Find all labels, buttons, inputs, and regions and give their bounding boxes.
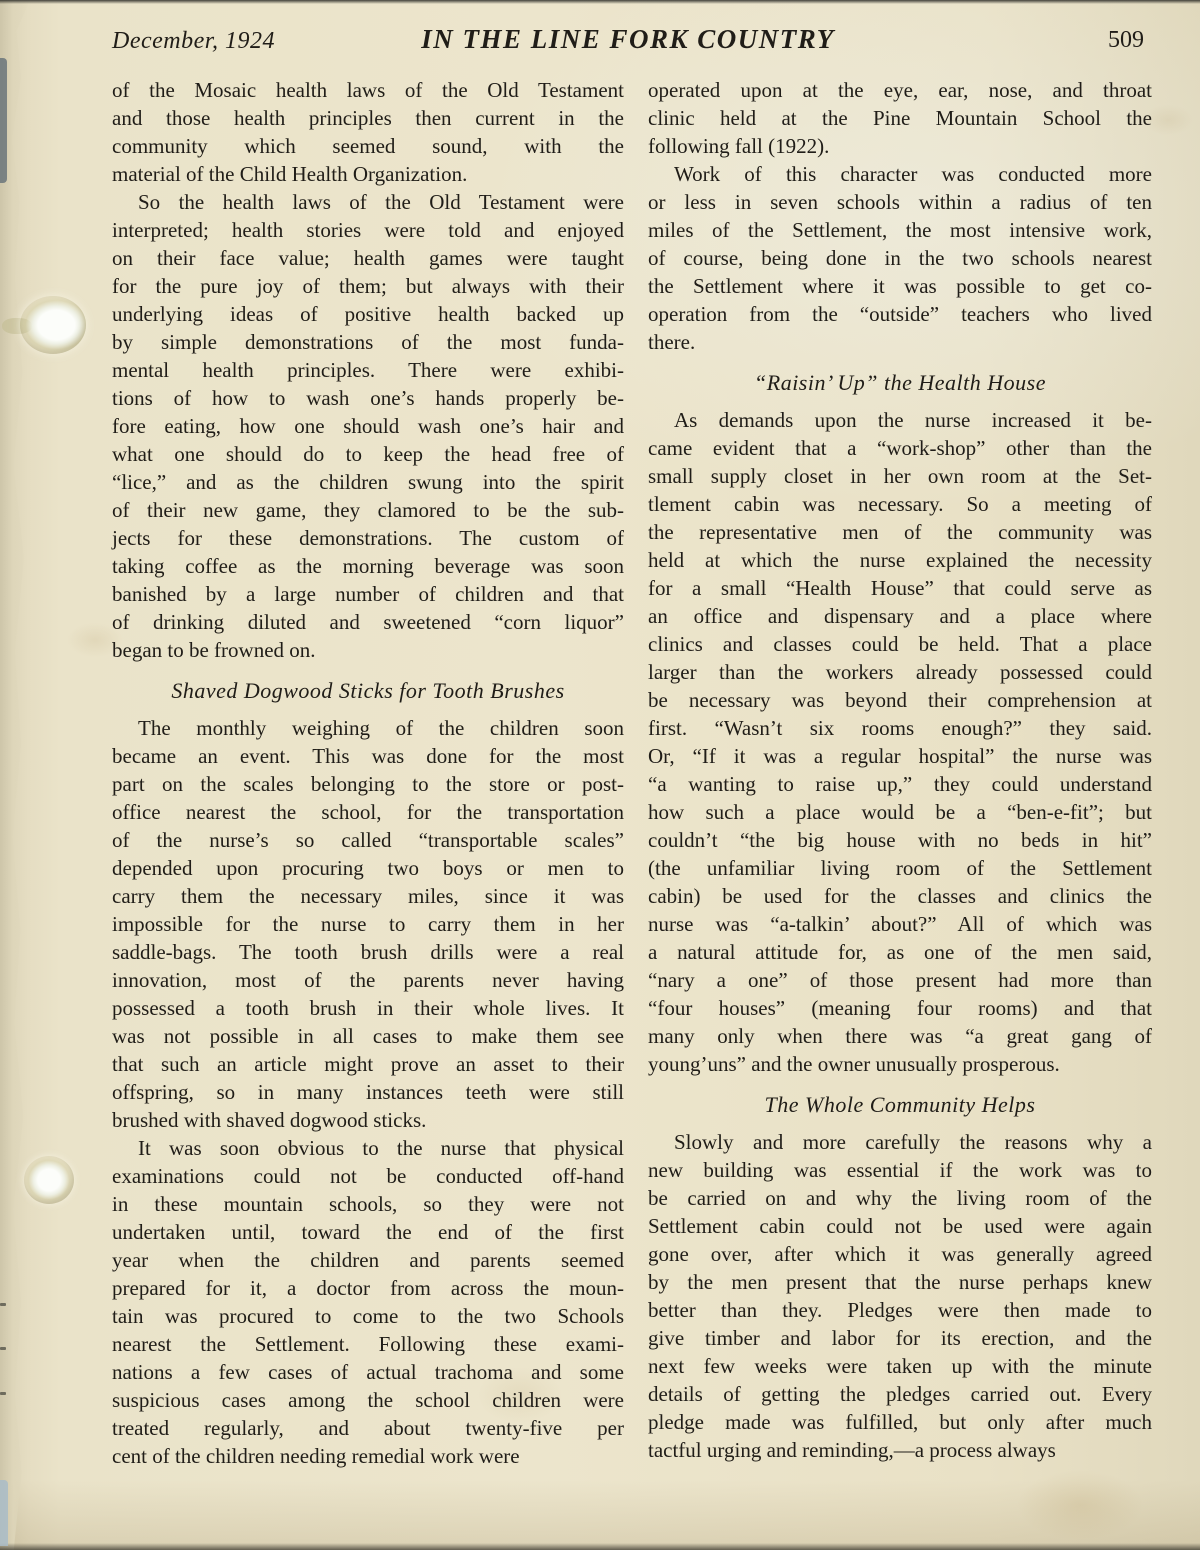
text-line: “a wanting to raise up,” they could understand — [648, 772, 1152, 796]
text-line: community which seemed sound, with the — [112, 134, 624, 158]
text-line: jects for these demonstrations. The custom of — [112, 526, 624, 550]
text-line: nearest the Settlement. Following these exami- — [112, 1332, 624, 1356]
scanner-background-sliver-bottom — [0, 1480, 8, 1546]
text-line: young’uns” and the owner unusually prosperous. — [648, 1052, 1060, 1076]
text-line: depended upon procuring two boys or men to — [112, 856, 624, 880]
left-column — [112, 76, 624, 1470]
text-line: for a small “Health House” that could serve as — [648, 576, 1152, 600]
text-line: nurse was “a-talkin’ about?” All of which was — [648, 912, 1152, 936]
text-line: nations a few cases of actual trachoma and some — [112, 1360, 624, 1384]
text-line: tlement cabin was necessary. So a meeting of — [648, 492, 1152, 516]
text-line: first. “Wasn’t six rooms enough?” they said. — [648, 716, 1152, 740]
section-heading: Shaved Dogwood Sticks for Tooth Brushes — [171, 678, 565, 703]
text-line: offspring, so in many instances teeth were still — [112, 1080, 624, 1104]
text-line: examinations could not be conducted off-hand — [112, 1164, 624, 1188]
text-line: Or, “If it was a regular hospital” the nurse was — [648, 744, 1152, 768]
text-line: on their face value; health games were taught — [112, 246, 624, 270]
text-line: operated upon at the eye, ear, nose, and throat — [648, 78, 1152, 102]
paragraph — [112, 714, 624, 1134]
text-line: and those health principles then current in the — [112, 106, 624, 130]
text-line: It was soon obvious to the nurse that physical — [138, 1136, 624, 1160]
scanner-background-sliver-top — [0, 58, 7, 183]
text-line: an office and dispensary and a place where — [648, 604, 1152, 628]
text-line: became an event. This was done for the most — [112, 744, 624, 768]
paper-hole-top — [20, 296, 86, 354]
text-line: interpreted; health stories were told and enjoyed — [112, 218, 624, 242]
text-line: that such an article might prove an asset to their — [112, 1052, 624, 1076]
scan-bottom-edge — [0, 1543, 1200, 1550]
binding-mark — [0, 1347, 6, 1350]
text-line: (the unfamiliar living room of the Settlement — [648, 856, 1152, 880]
paragraph — [648, 76, 1152, 160]
text-line: the Settlement where it was possible to get co- — [648, 274, 1152, 298]
text-line: gone over, after which it was generally agreed — [648, 1242, 1152, 1266]
text-line: taking coffee as the morning beverage was soon — [112, 554, 624, 578]
text-line: miles of the Settlement, the most intensive work, — [648, 218, 1152, 242]
text-line: possessed a tooth brush in their whole lives. It — [112, 996, 624, 1020]
text-line: carry them the necessary miles, since it was — [112, 884, 624, 908]
text-line: the representative men of the community was — [648, 520, 1152, 544]
text-line: office nearest the school, for the transportation — [112, 800, 624, 824]
text-line: clinics and classes could be held. That a place — [648, 632, 1152, 656]
text-line: suspicious cases among the school children were — [112, 1388, 624, 1412]
text-line: tain was procured to come to the two Schools — [112, 1304, 624, 1328]
text-line: of their new game, they clamored to be the sub- — [112, 498, 624, 522]
text-line: how such a place would be a “ben-e-fit”; but — [648, 800, 1152, 824]
text-line: for the pure joy of them; but always with their — [112, 274, 624, 298]
text-line: banished by a large number of children and that — [112, 582, 624, 606]
text-line: better than they. Pledges were then made to — [648, 1298, 1152, 1322]
paragraph — [112, 1134, 624, 1470]
page-number: 509 — [1108, 27, 1144, 53]
torn-left-edge — [0, 0, 30, 1550]
text-line: “four houses” (meaning four rooms) and that — [648, 996, 1152, 1020]
scan-top-edge — [0, 0, 1200, 4]
text-line: what one should do to keep the head free of — [112, 442, 624, 466]
text-line: material of the Child Health Organization. — [112, 162, 468, 186]
text-line: part on the scales belonging to the store or post- — [112, 772, 624, 796]
text-line: small supply closet in her own room at the Set- — [648, 464, 1152, 488]
text-line: innovation, most of the parents never having — [112, 968, 624, 992]
text-line: “nary a one” of those present had more than — [648, 968, 1152, 992]
text-line: mental health principles. There were exhibi- — [112, 358, 624, 382]
running-title: IN THE LINE FORK COUNTRY — [421, 24, 835, 54]
text-line: came evident that a “work-shop” other than the — [648, 436, 1152, 460]
text-line: Work of this character was conducted more — [674, 162, 1152, 186]
text-line: cabin) be used for the classes and clinics the — [648, 884, 1152, 908]
text-line: of the nurse’s so called “transportable scales” — [112, 828, 624, 852]
text-line: undertaken until, toward the end of the first — [112, 1220, 624, 1244]
text-line: tions of how to wash one’s hands properly be- — [112, 386, 624, 410]
section-heading: “Raisin’ Up” the Health House — [754, 370, 1046, 395]
text-line: The monthly weighing of the children soon — [138, 716, 624, 740]
text-columns — [112, 76, 1152, 1470]
issue-date: December, 1924 — [112, 28, 275, 54]
text-line: of course, being done in the two schools nearest — [648, 246, 1152, 270]
text-line: there. — [648, 330, 696, 354]
text-line: many only when there was “a great gang of — [648, 1024, 1152, 1048]
text-line: of the Mosaic health laws of the Old Testament — [112, 78, 624, 102]
text-line: in these mountain schools, so they were not — [112, 1192, 624, 1216]
text-line: Slowly and more carefully the reasons why a — [674, 1130, 1152, 1154]
text-line: tactful urging and reminding,—a process always — [648, 1438, 1056, 1462]
text-line: of drinking diluted and sweetened “corn liquor” — [112, 610, 624, 634]
text-line: Settlement cabin could not be used were again — [648, 1214, 1152, 1238]
text-line: So the health laws of the Old Testament were — [138, 190, 624, 214]
text-line: pledge made was fulfilled, but only after much — [648, 1410, 1152, 1434]
text-line: new building was essential if the work was to — [648, 1158, 1152, 1182]
text-line: be necessary was beyond their comprehension at — [648, 688, 1152, 712]
text-line: by the men present that the nurse perhaps knew — [648, 1270, 1152, 1294]
text-line: saddle-bags. The tooth brush drills were a real — [112, 940, 624, 964]
text-line: held at which the nurse explained the necessity — [648, 548, 1152, 572]
text-line: “lice,” and as the children swung into the spirit — [112, 470, 624, 494]
text-line: prepared for it, a doctor from across the moun- — [112, 1276, 624, 1300]
text-line: brushed with shaved dogwood sticks. — [112, 1108, 427, 1132]
text-line: details of getting the pledges carried out. Every — [648, 1382, 1152, 1406]
text-line: a natural attitude for, as one of the men said, — [648, 940, 1152, 964]
text-line: clinic held at the Pine Mountain School the — [648, 106, 1152, 130]
paragraph — [648, 1128, 1152, 1464]
paragraph — [112, 188, 624, 664]
text-line: by simple demonstrations of the most funda- — [112, 330, 624, 354]
text-line: underlying ideas of positive health backed up — [112, 302, 624, 326]
text-line: next few weeks were taken up with the minute — [648, 1354, 1152, 1378]
text-line: began to be frowned on. — [112, 638, 316, 662]
text-line: give timber and labor for its erection, and the — [648, 1326, 1152, 1350]
binding-mark — [0, 1303, 6, 1306]
text-line: operation from the “outside” teachers who lived — [648, 302, 1152, 326]
text-line: cent of the children needing remedial work were — [112, 1444, 520, 1468]
page-header — [112, 24, 1144, 60]
paper-hole-bottom — [24, 1156, 74, 1204]
text-line: was not possible in all cases to make them see — [112, 1024, 624, 1048]
section-heading: The Whole Community Helps — [764, 1092, 1036, 1117]
text-line: following fall (1922). — [648, 134, 830, 158]
paragraph — [648, 406, 1152, 1078]
text-line: or less in seven schools within a radius of ten — [648, 190, 1152, 214]
binding-mark — [0, 1392, 6, 1395]
text-line: year when the children and parents seemed — [112, 1248, 624, 1272]
right-column — [648, 76, 1152, 1470]
text-line: fore eating, how one should wash one’s hair and — [112, 414, 624, 438]
text-line: As demands upon the nurse increased it be- — [674, 408, 1152, 432]
paragraph — [112, 76, 624, 188]
text-line: impossible for the nurse to carry them in her — [112, 912, 624, 936]
text-line: larger than the workers already possessed could — [648, 660, 1152, 684]
paragraph — [648, 160, 1152, 356]
text-line: couldn’t “the big house with no beds in hit” — [648, 828, 1152, 852]
text-line: be carried on and why the living room of the — [648, 1186, 1152, 1210]
text-line: treated regularly, and about twenty-five per — [112, 1416, 624, 1440]
